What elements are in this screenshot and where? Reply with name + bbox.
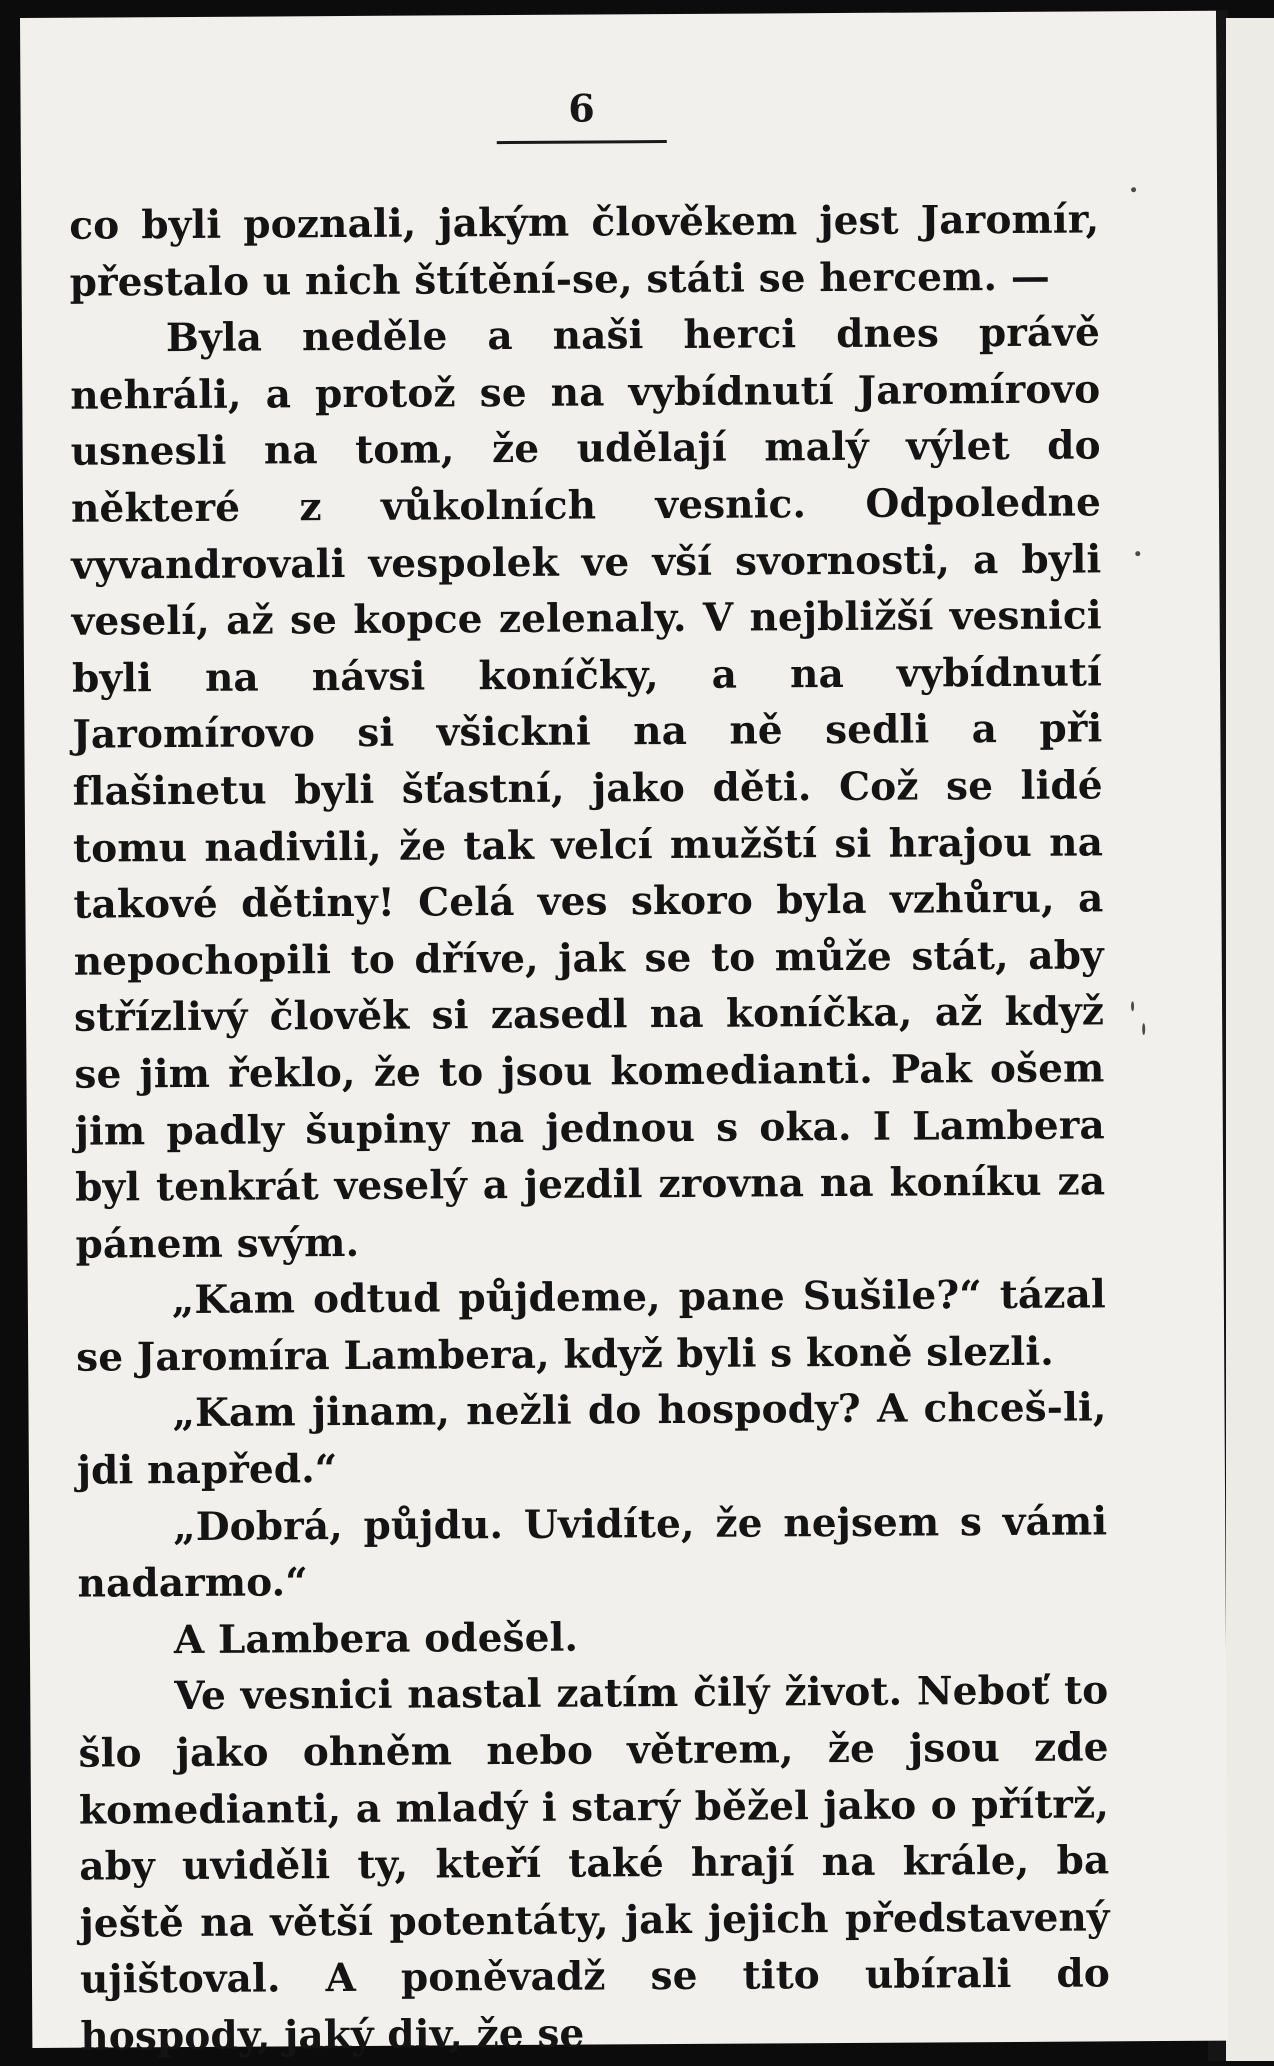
- paper-speck: [1135, 551, 1140, 556]
- page-number: 6: [568, 85, 595, 131]
- paragraph: co byli poznali, jakým člověkem jest Jaromír, přestalo u nich štítění-se, státi se hercem. —: [69, 196, 1100, 306]
- paragraph: Ve vesnici nastal zatím čilý život. Neboť to šlo jako ohněm nebo větrem, že jsou zde komedianti, a mladý i starý běžel jako o přítrž, aby uviděli ty, kteří také hrají na krále, ba ještě na větší potentáty, jak jejich představený ujištoval. A poněvadž se tito ubírali do hospody, jaký div, že se: [78, 1667, 1111, 2060]
- facing-page-edge: [1226, 18, 1274, 2061]
- paragraph: „Dobrá, půjdu. Uvidíte, že nejsem s vámi nadarmo.“: [77, 1498, 1108, 1607]
- book-page: [20, 11, 1228, 2060]
- page-number-rule: [497, 140, 667, 144]
- body-text: [69, 191, 1110, 2065]
- paragraph: „Kam jinam, nežli do hospody? A chceš-li, jdi napřed.“: [76, 1384, 1107, 1494]
- paper-speck: [1131, 187, 1136, 192]
- paragraph: A Lambera odešel.: [173, 1614, 579, 1663]
- paragraph: „Kam odtud půjdeme, pane Sušile?“ tázal se Jaromíra Lambera, když byli s koně slezli.: [76, 1271, 1106, 1381]
- paragraph: Byla neděle a naši herci dnes právě nehráli, a protož se na vybídnutí Jaromírovo usnesli na tom, že udělají malý výlet do některé z vůkolních vesnic. Odpoledne vyvandrovali vespolek ve vší svornosti, a byli veselí, až se kopce zelenaly. V nejbližší vesnici byli na návsi koníčky, a na vybídnutí Jaromírovo si všickni na ně sedli a při flašinetu byli šťastní, jako děti. Což se lidé tomu nadivili, že tak velcí mužští si hrajou na takové dětiny! Celá ves skoro byla vzhůru, a nepochopili to dříve, jak se to může stát, aby střízlivý člověk si zasedl na koníčka, až když se jim řeklo, že to jsou komedianti. Pak ošem jim padly šupiny na jednou s oka. I Lambera byl tenkrát veselý a jezdil zrovna na koníku za pánem svým.: [70, 309, 1106, 1268]
- paper-speck: [1142, 1023, 1145, 1035]
- paper-speck: [1131, 1001, 1134, 1011]
